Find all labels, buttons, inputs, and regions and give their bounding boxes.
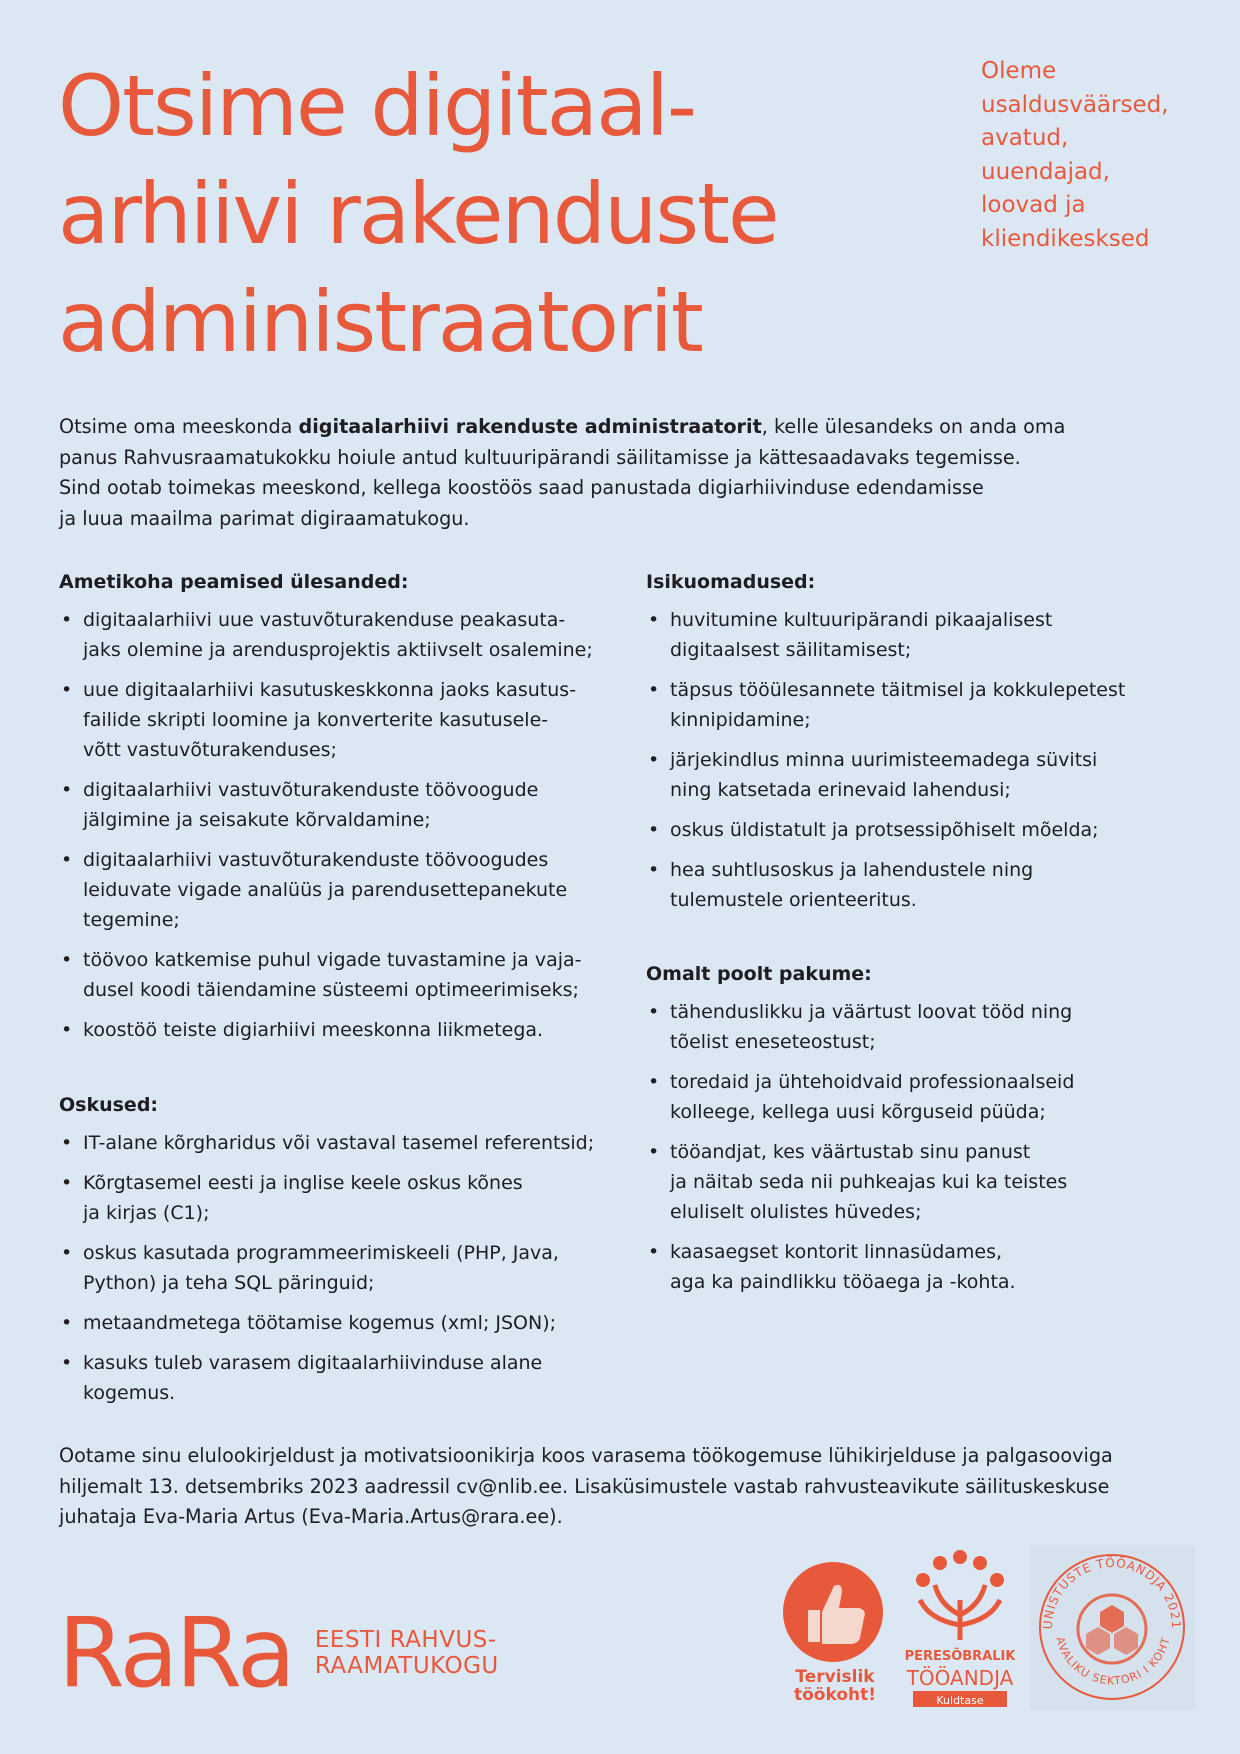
closing-line: juhataja Eva-Maria Artus (Eva-Maria.Artus@rara.ee). (59, 1505, 563, 1528)
badge-family-tier: Kuldtase (936, 1694, 984, 1707)
list-item-line: • toredaid ja ühtehoidvaid professionaalseid (670, 1071, 1075, 1093)
list-item-line: • koostöö teiste digiarhiivi meeskonna liikmetega. (83, 1019, 544, 1041)
list-item (646, 1067, 1206, 1127)
list-item-line: leiduvate vigade analüüs ja parendusettepanekute (83, 879, 568, 901)
list-item-line: • tööandjat, kes väärtustab sinu panust (670, 1141, 1031, 1163)
badge-dream-bottom: AVALIKU SEKTORI I KOHT (1053, 1635, 1173, 1688)
list-item-line: • IT-alane kõrgharidus või vastaval tasemel referentsid; (83, 1132, 595, 1154)
list-item-line: • töövoo katkemise puhul vigade tuvastamine ja vaja- (83, 949, 582, 971)
skills-heading: Oskused: (59, 1094, 159, 1116)
list-item-line: failide skripti loomine ja konverterite kasutusele- (83, 709, 549, 731)
list-item-line: • oskus kasutada programmeerimiskeeli (PHP, Java, (83, 1242, 559, 1264)
company-values (981, 55, 1221, 256)
list-item (646, 675, 1206, 735)
badge-health-line: töökoht! (794, 1685, 876, 1700)
list-item-line: • metaandmetega töötamise kogemus (xml; JSON); (83, 1312, 557, 1334)
list-item (646, 745, 1206, 805)
healthy-workplace-badge (780, 1550, 890, 1700)
rara-logo-subtitle (315, 1627, 499, 1679)
values-line: avatud, (981, 125, 1069, 151)
family-friendly-employer-badge (905, 1545, 1015, 1710)
list-item (646, 815, 1206, 845)
list-item (59, 945, 619, 1005)
values-line: Oleme (981, 58, 1057, 84)
list-item-line: jälgimine ja seisakute kõrvaldamine; (83, 809, 431, 831)
list-item-line: tegemine; (83, 909, 180, 931)
offer-list (646, 997, 1206, 1297)
duties-heading: Ametikoha peamised ülesanded: (59, 571, 409, 593)
offer-section (646, 959, 1206, 1297)
list-item (59, 1348, 619, 1408)
list-item-line: eluliselt olulistes hüvedes; (670, 1201, 922, 1223)
list-item-line: • digitaalarhiivi uue vastuvõturakenduse peakasuta- (83, 609, 566, 631)
qualities-heading: Isikuomadused: (646, 571, 816, 593)
intro-line (59, 412, 1189, 443)
list-item-line: • hea suhtlusoskus ja lahendustele ning (670, 859, 1034, 881)
closing-paragraph (59, 1441, 1189, 1533)
list-item-line: ja näitab seda nii puhkeajas kui ka teistes (670, 1171, 1068, 1193)
logo-subtitle-line: RAAMATUKOGU (314, 1653, 499, 1679)
title-line: arhiivi rakenduste (58, 165, 778, 263)
duties-section (59, 567, 619, 1045)
list-item (646, 997, 1206, 1057)
left-column (59, 567, 619, 1418)
list-item-line: dusel koodi täiendamine süsteemi optimeerimiseks; (83, 979, 579, 1001)
intro-text: , kelle ülesandeks on anda oma (761, 415, 1066, 438)
qualities-list (646, 605, 1206, 915)
list-item-line: • täpsus tööülesannete täitmisel ja kokkulepetest (670, 679, 1126, 701)
list-item-line: • oskus üldistatult ja protsessipõhiselt mõelda; (670, 819, 1099, 841)
list-item-line: • digitaalarhiivi vastuvõturakenduste töövoogudes (83, 849, 549, 871)
list-item-line: • kaasaegset kontorit linnasüdames, (670, 1241, 1003, 1263)
family-tree-icon (920, 1585, 1000, 1640)
badge-family-line: TÖÖANDJA (906, 1666, 1014, 1690)
list-item-line: • tähenduslikku ja väärtust loovat tööd ning (670, 1001, 1073, 1023)
list-item-line: • Kõrgtasemel eesti ja inglise keele oskus kõnes (83, 1172, 523, 1194)
list-item (59, 775, 619, 835)
list-item (646, 605, 1206, 665)
list-item-line: aga ka paindlikku tööaega ja -kohta. (670, 1271, 1016, 1293)
list-item (59, 1168, 619, 1228)
intro-line: ja luua maailma parimat digiraamatukogu. (59, 506, 470, 530)
skills-list (59, 1128, 619, 1408)
list-item-line: • järjekindlus minna uurimisteemadega süvitsi (670, 749, 1098, 771)
intro-line: Sind ootab toimekas meeskond, kellega koostöös saad panustada digiarhiivinduse edendamisse (59, 476, 984, 499)
closing-line: Ootame sinu elulookirjeldust ja motivatsioonikirja koos varasema töökogemuse lühikirjelduse ja palgasooviga (59, 1444, 1113, 1467)
list-item-line: • digitaalarhiivi vastuvõturakenduste töövoogude (83, 779, 539, 801)
list-item (646, 855, 1206, 915)
intro-line: panus Rahvusraamatukokku hoiule antud kultuuripärandi säilitamisse ja kättesaadavaks tegemisse. (59, 445, 1021, 469)
page-title (58, 52, 958, 376)
list-item-line: kogemus. (83, 1382, 176, 1404)
badge-family-line: PERESÕBRALIK (905, 1649, 1015, 1664)
badge-dream-top: UNISTUSTE TÖÖANDJA 2021 (1040, 1555, 1184, 1630)
intro-text: Otsime oma meeskonda (59, 415, 299, 438)
list-item (646, 1237, 1206, 1297)
list-item (59, 605, 619, 665)
list-item-line: tulemustele orienteeritus. (670, 889, 917, 911)
list-item (59, 1308, 619, 1338)
list-item-line: • huvitumine kultuuripärandi pikaajalisest (670, 609, 1053, 631)
offer-heading: Omalt poolt pakume: (646, 963, 872, 985)
list-item-line: • kasuks tuleb varasem digitaalarhiivinduse alane (83, 1352, 543, 1374)
badge-health-line: Tervislik (795, 1667, 875, 1687)
list-item (59, 845, 619, 935)
duties-list (59, 605, 619, 1045)
list-item-line: tõelist eneseteostust; (670, 1031, 876, 1053)
rara-logo (58, 1597, 499, 1709)
list-item-line: ning katsetada erinevaid lahendusi; (670, 779, 1011, 801)
rara-logo-wordmark: RaRa (58, 1597, 293, 1709)
list-item (646, 1137, 1206, 1227)
list-item-line: kolleege, kellega uusi kõrguseid püüda; (670, 1101, 1046, 1123)
list-item (59, 1128, 619, 1158)
list-item (59, 1015, 619, 1045)
list-item-line: • uue digitaalarhiivi kasutuskeskkonna jaoks kasutus- (83, 679, 577, 701)
list-item-line: ja kirjas (C1); (83, 1202, 210, 1224)
logo-subtitle-line: EESTI RAHVUS- (314, 1627, 497, 1653)
list-item-line: võtt vastuvõturakenduses; (83, 739, 337, 761)
title-line: Otsime digitaal- (58, 57, 696, 155)
list-item (59, 1238, 619, 1298)
right-column (646, 567, 1206, 1307)
values-line: loovad ja (981, 192, 1086, 218)
title-line: administraatorit (58, 273, 702, 371)
list-item-line: jaks olemine ja arendusprojektis aktiivselt osalemine; (83, 639, 593, 661)
values-line: uuendajad, (981, 158, 1110, 185)
award-badges (780, 1545, 1200, 1715)
list-item-line: Python) ja teha SQL päringuid; (83, 1272, 375, 1294)
list-item-line: digitaalsest säilitamisest; (670, 639, 912, 661)
dream-employer-badge (1030, 1545, 1195, 1710)
qualities-section (646, 567, 1206, 915)
intro-job-title: digitaalarhiivi rakenduste administraatorit (298, 415, 762, 438)
list-item-line: kinnipidamine; (670, 709, 811, 731)
values-line: kliendikesksed (981, 225, 1150, 252)
list-item (59, 675, 619, 765)
skills-section (59, 1090, 619, 1408)
closing-line: hiljemalt 13. detsembriks 2023 aadressil cv@nlib.ee. Lisaküsimustele vastab rahvusteavikute säilituskeskuse (59, 1474, 1110, 1498)
values-line: usaldusväärsed, (981, 91, 1169, 118)
intro-paragraph (59, 412, 1189, 534)
